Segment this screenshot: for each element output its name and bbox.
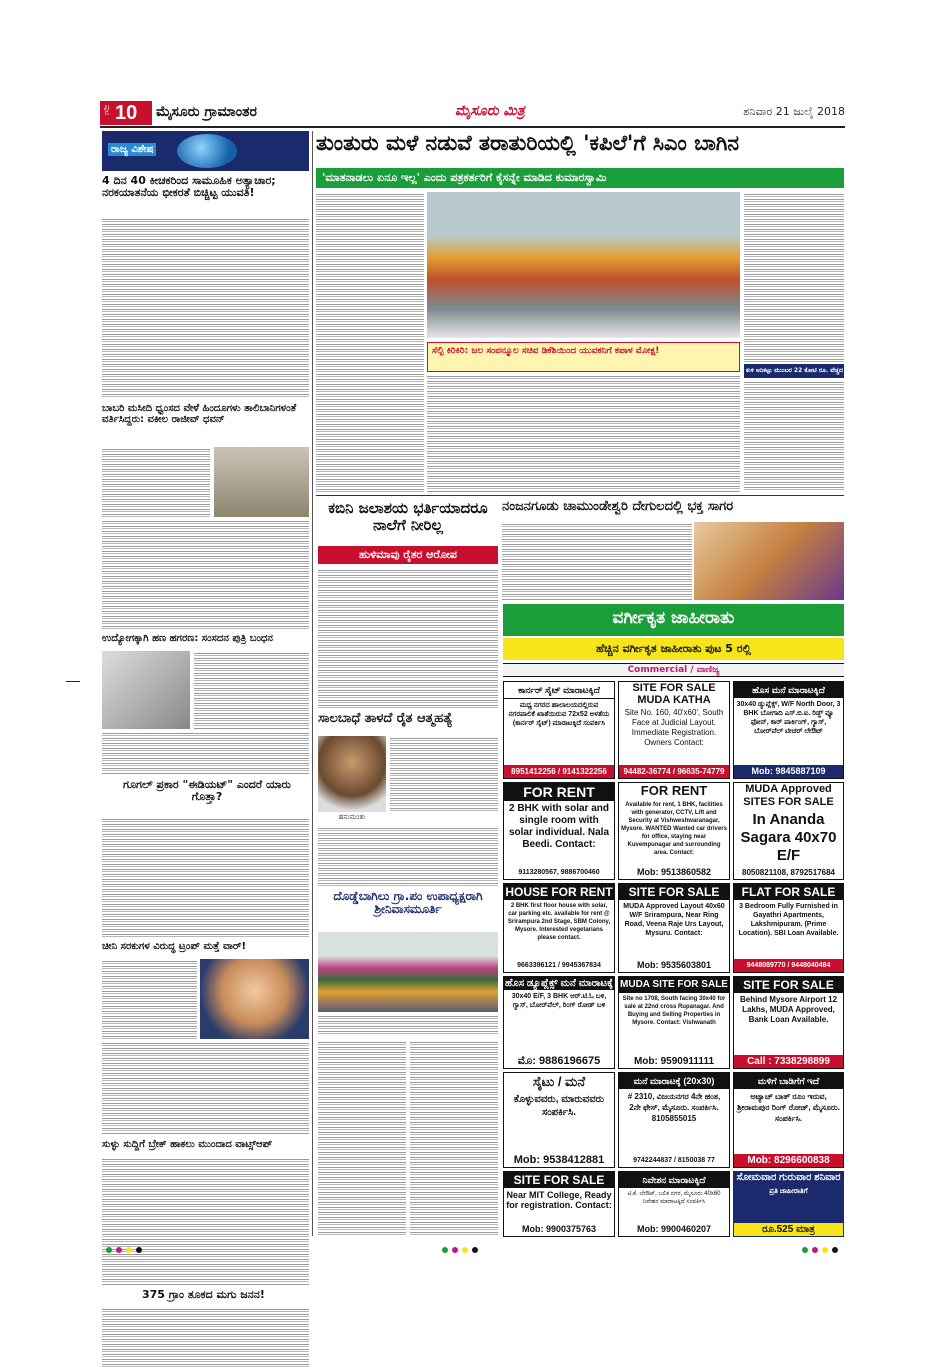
selfie-box xyxy=(427,342,740,372)
page-number: 10 xyxy=(115,102,138,124)
masthead-logo: ಮೈಸೂರು ಮಿತ್ರ xyxy=(455,103,525,119)
anicut-box xyxy=(744,364,873,378)
cm-bagina-photo xyxy=(427,192,740,338)
color-registration-dots-right xyxy=(800,1238,860,1248)
group-photo-caption xyxy=(318,1014,498,1036)
page-number-box xyxy=(100,101,152,125)
kabini-headline: ಕಬಿನಿ ಜಲಾಶಯ ಭರ್ತಿಯಾದರೂ ನಾಲೆಗೆ ನೀರಿಲ್ಲ xyxy=(328,499,488,534)
lead-story-col4 xyxy=(744,192,844,362)
color-registration-dots-left xyxy=(104,1238,164,1248)
handcuff-photo xyxy=(102,651,190,729)
ad-plot-for-sale: ನಿವೇಶನ ಮಾರಾಟಕ್ಕಿದೆ ಟಿ.ಕೆ. ಲೇಔಟ್, ಬಲಿಕ ನಗರ, ಮೈಸೂರು 40x60 ನಿವೇಶನ ಮಾರಾಟಕ್ಕಿದೆ ಸಂಪರ್ಕಿಸಿ Mob: 9900460207 xyxy=(618,1171,730,1237)
trump-photo xyxy=(200,959,309,1039)
temple-crowd-photo xyxy=(694,522,844,600)
ad-site-srirampura: SITE FOR SALE MUDA Approved Layout 40x60 W/F Srirampura, Near Ring Road, Veena Raje Urs Layout, Mysuru. Contact: Mob: 9535603801 xyxy=(618,883,730,973)
group-photo xyxy=(318,932,498,1012)
headline-gangrape: 4 ದಿನ 40 ಕೀಚಕರಿಂದ ಸಾಮೂಹಿಕ ಅತ್ಯಾಚಾರ; ನರಕಯಾತನೆಯ ಭೀಕರತೆ ಬಿಚ್ಚಿಟ್ಟ ಯುವತಿ! xyxy=(102,174,276,200)
ad-sites-ananda-sagara: MUDA Approved SITES FOR SALE In Ananda Sagara 40x70 E/F 8050821108, 8792517684 xyxy=(733,782,844,880)
classified-banner xyxy=(503,604,844,636)
headline-trump-china: ಚೀನಿ ಸರಕುಗಳ ವಿರುದ್ಧ ಟ್ರಂಪ್ ಮತ್ತೆ ವಾರ್! xyxy=(102,941,247,952)
classified-title: ವರ್ಗೀಕೃತ ಜಾಹೀರಾತು xyxy=(612,608,735,628)
nanjangud-headline: ನಂಜನಗೂಡು ಚಾಮುಂಡೇಶ್ವರಿ ದೇಗುಲದಲ್ಲಿ ಭಕ್ತ ಸಾಗರ xyxy=(502,499,734,514)
lead-headline: ತುಂತುರು ಮಳೆ ನಡುವೆ ತರಾತುರಿಯಲ್ಲಿ 'ಕಪಿಲೆ'ಗೆ ಸಿಎಂ ಬಾಗಿನ xyxy=(316,131,740,155)
farmer-story xyxy=(390,736,498,812)
story-body-whatsapp xyxy=(102,1157,309,1285)
babri-mosque-photo xyxy=(214,447,309,517)
headline-babri: ಬಾಬರಿ ಮಸೀದಿ ಧ್ವಂಸದ ವೇಳೆ ಹಿಂದೂಗಳು ತಾಲಿಬಾನಿಗಳಂತೆ ವರ್ತಿಸಿದ್ದರು: ವಕೀಲ ರಾಜೀವ್ ಧವನ್ xyxy=(102,403,297,425)
story-body-job-scam-2 xyxy=(102,731,309,775)
lead-subhead: 'ಮಾತನಾಡಲು ಏನೂ ಇಲ್ಲ' ಎಂದು ಪತ್ರಕರ್ತರಿಗೆ ಕೈಸನ್ನೇ ಮಾಡಿದ ಕುಮಾರಸ್ವಾಮಿ xyxy=(316,168,844,188)
ad-site-muda-katha: SITE FOR SALE MUDA KATHA Site No. 160, 40'x60', South Face at Judicial Layout. Immediate Registration. Owners Contact: 94482-36774 / 96635-74779 xyxy=(618,681,730,779)
ad-duplex-house: ಹೊಸ ಡ್ಯೂಪ್ಲೆಕ್ಸ್ ಮನೆ ಮಾರಾಟಕ್ಕೆ 30x40 E/F, 3 BHK ಆರ್.ಟಿ.ಓ ಬಳಿ, ಗ್ಯಾಸ್, ಬೋರ್‌ವೆಲ್, ರಿಂಗ್ ರೋಡ್ ಬಳಿ ಮೊ: 9886196675 xyxy=(503,976,615,1069)
ad-corner-site: ಕಾರ್ನರ್ ಸೈಟ್ ಮಾರಾಟಕ್ಕಿದೆ ಮಧ್ಯ ನಗರದ ಹಾಲಾಲಯದಲ್ಲಿರುವ ನಗರಪಾಲಿಕೆ ಖಾತೆಯಿರುವ 72x52 ಅಳತೆಯ (ಕಾರ್ನರ್ ಸೈಟ್) ಮಾರಾಟಕ್ಕಿದೆ ಸಂಪರ್ಕಿಸಿ 8951412256 / 9141322256 xyxy=(503,681,615,779)
story-body-baby xyxy=(102,1307,309,1367)
headline-whatsapp: ಸುಳ್ಳು ಸುದ್ದಿಗೆ ಬ್ರೇಕ್ ಹಾಕಲು ಮುಂದಾದ ವಾಟ್ಸ್‌ಆಪ್ xyxy=(102,1139,273,1150)
nanjangud-story xyxy=(502,522,692,600)
lead-story-col1 xyxy=(316,192,424,492)
ad-site-mit-college: SITE FOR SALE Near MIT College, Ready for registration. Contact: Mob: 9900375763 xyxy=(503,1171,615,1237)
ad-house-for-rent: HOUSE FOR RENT 2 BHK first floor house with solar, car parking etc. available for rent @ Srirampura 2nd Stage, SBM Colony, Mysore. Interested vegetarians please contact. 9663396121 / 9945367834 xyxy=(503,883,615,973)
section-title: ಮೈಸೂರು ಗ್ರಾಮಾಂತರ xyxy=(156,104,257,120)
ad-site-house-brokers: ಸೈಟು / ಮನೆ ಕೊಳ್ಳುವವರು, ಮಾರುವವರು ಸಂಪರ್ಕಿಸಿ. Mob: 9538412881 xyxy=(503,1072,615,1168)
gram-panchayat-story-2 xyxy=(410,1040,498,1236)
anicut-story xyxy=(744,380,844,492)
farmer-photo-caption: ಹನುಮಂತು xyxy=(338,813,366,821)
headline-google-idiot: ಗೂಗಲ್ ಪ್ರಕಾರ "ಈಡಿಯಟ್" ಎಂದರೆ ಯಾರು ಗೊತ್ತಾ? xyxy=(123,778,291,804)
classified-subbanner xyxy=(503,638,844,660)
selfie-story xyxy=(427,374,740,492)
story-body-google xyxy=(102,817,309,937)
globe-icon xyxy=(177,134,237,168)
kabini-subhead: ಹುಳಿಮಾವು ರೈತರ ಆರೋಪ xyxy=(318,546,498,564)
commercial-strip xyxy=(503,663,844,677)
classified-sub: ಹೆಚ್ಚಿನ ವರ್ಗೀಕೃತ ಜಾಹೀರಾತು ಪುಟ 5 ರಲ್ಲಿ xyxy=(596,642,751,655)
story-body-babri xyxy=(102,447,210,517)
page-label: ಪುಟ xyxy=(103,105,111,116)
column-divider xyxy=(312,131,313,1236)
ad-house-vijayanagar: ಮನೆ ಮಾರಾಟಕ್ಕೆ (20x30) # 2310, ವಿಜಯನಗರ 4ನೇ ಹಂತ, 2ನೇ ಫೇಸ್, ಮೈಸೂರು. ಸಂಪರ್ಕಿಸಿ. 8105855015 9742244837 / 8150038 77 xyxy=(618,1072,730,1168)
story-body-job-scam xyxy=(194,651,309,729)
headline-baby: 375 ಗ್ರಾಂ ತೂಕದ ಮಗು ಜನನ! xyxy=(142,1288,265,1301)
headline-job-scam: ಉದ್ಯೋಗಕ್ಕಾಗಿ ಹಣ ಹಗರಣ: ಸಂಸದನ ಪುತ್ರಿ ಬಂಧನ xyxy=(102,633,273,644)
ad-for-rent-1bhk: FOR RENT Available for rent, 1 BHK, facilities with generator, CCTV, Lift and Security at Vishweshwaranagar, Mysore. WANTED Wanted car drivers for office, staying near Kuvempunagar and surrounding area. Contact: Mob: 9513860582 xyxy=(618,782,730,880)
page-header xyxy=(100,101,845,125)
story-body-gangrape xyxy=(102,217,309,397)
story-body-trump-2 xyxy=(102,1041,309,1135)
farmer-story-col2 xyxy=(420,668,498,708)
gram-panchayat-headline: ದೊಡ್ಡೆಬಾಗಿಲು ಗ್ರಾ.ಪಂ ಉಪಾಧ್ಯಕ್ಷರಾಗಿ ಶ್ರೀನಿವಾಸಮೂರ್ತಿ xyxy=(333,889,483,917)
anicut-headline: ಕುಳಿ ಅನಿಕಟ್ಟು ಮುಂಬರ 22 ಕೋಟಿ ರೂ. ವೆಚ್ಚದ ಹೊಸ ನೀರಿಕರ xyxy=(746,367,873,374)
ad-muda-site-rupanagar: MUDA SITE FOR SALE Site no 1708, South facing 30x40 for sale at 22nd cross Rupanagar. And Buying and Selling Properties in Mysore. Contact: Vishwanath Mob: 9590911111 xyxy=(618,976,730,1069)
left-news-column xyxy=(102,131,309,1301)
section-rule-1 xyxy=(316,495,844,496)
story-body-trump xyxy=(102,959,197,1039)
news-label: ರಾಜ್ಯ ವಿಶೇಷ xyxy=(108,143,156,156)
selfie-headline: ಸೆಲ್ಫಿ ಕಿರಿಕಿರಿ: ಜಲ ಸಂಪನ್ಮೂಲ ಸಚಿವ ಡಿಕೆಶಿಯಿಂದ ಯುವಕನಿಗೆ ಕಪಾಳ ಮೋಕ್ಷ! xyxy=(432,346,660,356)
ad-shop-for-rent: ಮಳಿಗೆ ಬಾಡಿಗೆಗೆ ಇದೆ ಅಟ್ಯಾಚ್ ಬಾತ್ ರೂಂ ಇರುವ, ಶ್ರೀರಾಮಪುರ ರಿಂಗ್ ರೋಡ್, ಮೈಸೂರು. ಸಂಪರ್ಕಿಸಿ. Mob: 8296600838 xyxy=(733,1072,844,1168)
ad-for-rent-2bhk: FOR RENT 2 BHK with solar and single room with solar individual. Nala Beedi. Contact: 9113280567, 9886700460 xyxy=(503,782,615,880)
farmer-story-2 xyxy=(318,826,498,886)
farmer-suicide-headline: ಸಾಲಬಾಧೆ ತಾಳದೆ ರೈತ ಆತ್ಮಹತ್ಯೆ xyxy=(318,711,453,726)
color-registration-dots-center xyxy=(440,1238,500,1248)
ad-flat-for-sale: FLAT FOR SALE 3 Bedroom Fully Furnished in Gayathri Apartments, Lakshmipuram. (Prime Location). SBI Loan Available. 9448089770 / 9448040484 xyxy=(733,883,844,973)
farmer-photo xyxy=(318,736,386,812)
commercial-label: Commercial / ವಾಣಿಜ್ಯ xyxy=(627,665,720,675)
gram-panchayat-story xyxy=(318,1040,406,1236)
header-rule xyxy=(100,126,845,128)
crop-mark xyxy=(66,681,80,682)
ad-site-airport: SITE FOR SALE Behind Mysore Airport 12 Lakhs, MUDA Approved, Bank Loan Available. Call : 7338298899 xyxy=(733,976,844,1069)
story-body-babri-2 xyxy=(102,519,309,629)
news-label-box xyxy=(102,131,309,171)
ad-new-house: ಹೊಸ ಮನೆ ಮಾರಾಟಕ್ಕಿದೆ 30x40 ಡ್ಯುಪ್ಲೆಕ್ಸ್, W/F North Door, 3 BHK ಬೋಗಾದಿ ಎಸ್.ಬಿ.ಐ. ರಿಡ್ಜ್ ವ್ಯೂ ಫೋನ್, ಕಾರ್ ಪಾರ್ಕಿಂಗ್, ಗ್ಯಾಸ್, ಬೋರ್‌ವೆಲ್ ಟೀಚರ್ ಲೇಔಟ್ Mob: 9845887109 xyxy=(733,681,844,779)
ad-rate-card: ಸೋಮವಾರ ಗುರುವಾರ ಶನಿವಾರ ಪ್ರತಿ ಜಾಹೀರಾತಿಗೆ ರೂ.525 ಮಾತ್ರ xyxy=(733,1171,844,1237)
issue-date: ಶನಿವಾರ 21 ಜುಲೈ 2018 xyxy=(743,105,845,118)
